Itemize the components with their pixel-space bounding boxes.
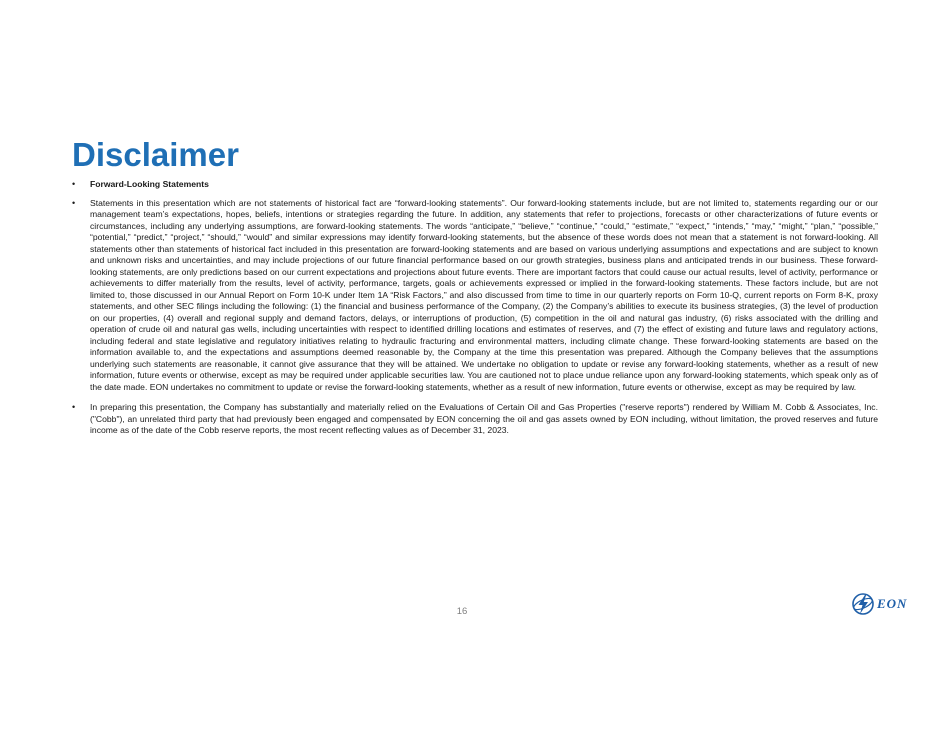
bullet-marker: • — [72, 402, 76, 412]
lightning-globe-icon — [850, 591, 876, 617]
disclaimer-content — [72, 179, 878, 444]
page-number: 16 — [456, 606, 468, 617]
page-title: Disclaimer — [72, 136, 239, 173]
eon-logo — [850, 590, 920, 618]
bullet-heading-text: Forward-Looking Statements — [90, 179, 209, 189]
bullet-reserve-reports — [72, 402, 878, 437]
bullet-forward-looking-statements — [72, 198, 878, 394]
logo-text: EON — [877, 596, 908, 611]
bullet-paragraph: Statements in this presentation which are not statements of historical fact are “forward-looking statements”. Our forward-looking statements include, but are not limited to, statements regarding our or our management team’s expectations, hopes, beliefs, intentions or strategies regarding the future. In addition, any statements that refer to projections, forecasts or other characterizations of future events or circumstances, including any underlying assumptions, are forward-looking statements. The words “anticipate,” “believe,” “continue,” “could,” “estimate,” “expect,” “intends,” “may,” “might,” “plan,” “possible,” “potential,” “predict,” “project,” “should,” “would” and similar expressions may identify forward-looking statements, but the absence of these words does not mean that a statement is not forward-looking. All statements other than statements of historical fact included in this presentation are forward-looking statements and are based on various underlying assumptions and expectations and are subject to known and unknown risks and uncertainties, and may include projections of our future financial performance based on our growth strategies, business plans and anticipated trends in our business. These forward-looking statements, are only predictions based on our current expectations and projections about future events. There are important factors that could cause our actual results, level of activity, performance or achievements to differ materially from the results, level of activity, performance, targets, goals or achievements expressed or implied in the forward-looking statements. These factors include, but are not limited to, those discussed in our Annual Report on Form 10-K under Item 1A “Risk Factors,” and also discussed from time to time in our quarterly reports on Form 10-Q, current reports on Form 8-K, proxy statements, and other SEC filings including the following: (1) the financial and business performance of the Company, (2) the Company’s abilities to execute its business strategies, (3) the level of production on our properties, (4) overall and regional supply and demand factors, delays, or interruptions of production, (5) competition in the oil and natural gas industry, (6) risks associated with the drilling and operation of crude oil and natural gas wells, including uncertainties with respect to identified drilling locations and estimates of reserves, and (7) the effect of existing and future laws and regulatory actions, including federal and state legislative and regulatory initiatives relating to hydraulic fracturing and environmental matters, including climate change. These forward-looking statements are based on the information available to, and the expectations and assumptions deemed reasonable by, the Company at the time this presentation was prepared. Although the Company believes that the assumptions underlying such statements are reasonable, it cannot give assurance that they will be attained. We undertake no obligation to update or revise any forward-looking statements, whether as a result of new information, future events or otherwise, except as may be required under applicable securities law. You are cautioned not to place undue reliance upon any forward-looking statements, which speak only as of the date made. EON undertakes no commitment to update or revise the forward-looking statements, whether as a result of new information, future events or otherwise, except as may be required by law. — [90, 197, 878, 392]
bullet-forward-looking-heading — [72, 179, 878, 191]
bullet-paragraph: In preparing this presentation, the Company has substantially and materially relied on the Evaluations of Certain Oil and Gas Properties ("reserve reports") rendered by William M. Cobb & Associates, Inc. ("Cobb"), an unrelated third party that had previously been engaged and compensated by EON concerning the oil and gas assets owned by EON including, without limitation, the proved reserves and future income as of the date of the Cobb reserve reports, the most recent reflecting values as of December 31, 2023. — [90, 402, 878, 435]
bullet-marker: • — [72, 179, 76, 189]
bullet-marker: • — [72, 197, 76, 208]
